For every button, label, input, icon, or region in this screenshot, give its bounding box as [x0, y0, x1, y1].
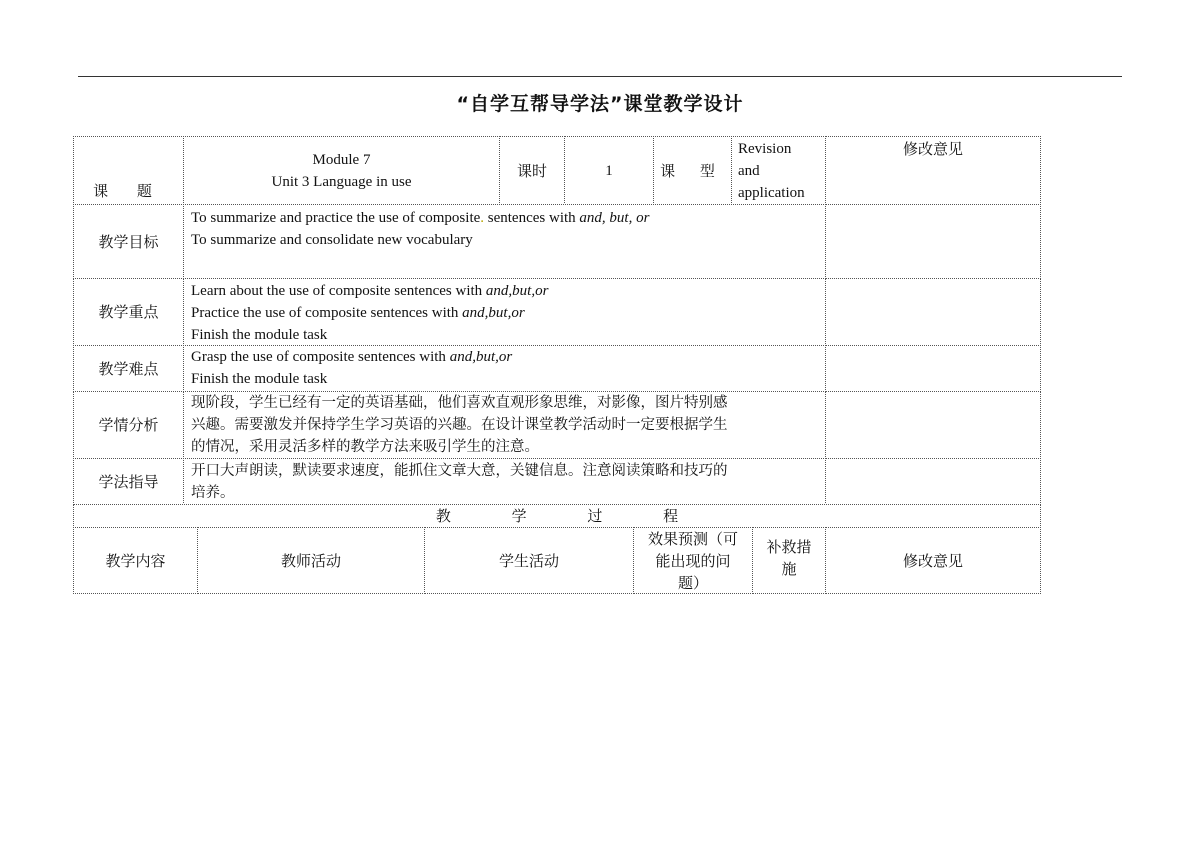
- method-line-1: 开口大声朗读，默读要求速度，能抓住文章大意，关键信息。注意阅读策略和技巧的: [191, 463, 728, 479]
- process-header: 教 学 过 程: [435, 507, 707, 525]
- period-value: 1: [605, 162, 613, 179]
- method-label-cell: [73, 458, 184, 505]
- col-revision: 修改意见: [902, 551, 963, 570]
- col-effect-line-2: 能出现的问: [655, 551, 731, 570]
- type-value-cell: [731, 136, 826, 205]
- col-remedy-line-2: 施: [781, 560, 797, 578]
- keypoint-1-italic: and,but,or: [485, 283, 549, 299]
- revision-header: 修改意见: [902, 140, 963, 158]
- process-header-cell: [73, 504, 1041, 528]
- difficulties-revision-cell: [825, 345, 1041, 392]
- topic-value-cell: [183, 136, 500, 205]
- difficulty-1-italic: and,but,or: [449, 349, 513, 365]
- document-title: “自学互帮导学法”课堂教学设计: [456, 93, 744, 115]
- objective-1-italic: and, but, or: [579, 210, 650, 226]
- top-rule: [78, 76, 1122, 77]
- keypoints-revision-cell: [825, 278, 1041, 346]
- analysis-content: [183, 391, 826, 459]
- period-label: 课时: [516, 161, 547, 180]
- difficulty-line-1: [191, 346, 818, 368]
- col-effect-line-1: 效果预测（可: [647, 529, 738, 548]
- analysis-label-cell: [73, 391, 184, 459]
- objective-1-middle: sentences with: [484, 210, 580, 226]
- period-label-cell: [499, 136, 565, 205]
- objectives-revision-cell: [825, 204, 1041, 279]
- type-value-line-1: Revision: [738, 141, 792, 157]
- col-remedy-cell: [752, 527, 826, 594]
- method-line-2: 培养。: [191, 485, 235, 501]
- method-label: 学法指导: [98, 472, 159, 491]
- unit-line: Unit 3 Language in use: [271, 173, 412, 190]
- analysis-line-2: 兴趣。需要激发并保持学生学习英语的兴趣。在设计课堂教学活动时一定要根据学生: [191, 417, 728, 433]
- type-value-line-3: application: [738, 185, 805, 201]
- difficulties-label: 教学难点: [98, 359, 159, 378]
- revision-header-cell: [825, 136, 1041, 205]
- analysis-line-1: 现阶段，学生已经有一定的英语基础，他们喜欢直观形象思维，对影像，图片特别感: [191, 395, 728, 411]
- col-remedy-line-1: 补救措: [766, 538, 812, 556]
- col-revision-cell: [825, 527, 1041, 594]
- method-content: [183, 458, 826, 505]
- keypoints-label: 教学重点: [98, 303, 159, 321]
- col-content: 教学内容: [105, 551, 166, 570]
- topic-label-cell: [73, 136, 184, 205]
- analysis-line-3: 的情况，采用灵活多样的教学方法来吸引学生的注意。: [191, 439, 539, 455]
- difficulty-line-2: Finish the module task: [191, 371, 328, 387]
- module-line: Module 7: [312, 151, 371, 168]
- objective-1-mark: .: [480, 210, 485, 226]
- keypoints-label-cell: [73, 278, 184, 346]
- type-value-line-2: and: [738, 163, 760, 179]
- type-label: 课 型: [660, 161, 725, 180]
- difficulties-content: [183, 345, 826, 392]
- objectives-content: [183, 204, 826, 279]
- keypoint-2-italic: and,but,or: [462, 305, 525, 321]
- difficulty-1-prefix: Grasp the use of composite sentences with: [191, 349, 450, 365]
- objectives-label: 教学目标: [98, 232, 159, 251]
- keypoint-line-2: [191, 302, 818, 324]
- keypoint-2-prefix: Practice the use of composite sentences with: [191, 305, 463, 321]
- col-teacher-cell: [197, 527, 425, 594]
- col-effect-cell: [633, 527, 753, 594]
- objective-line-2: To summarize and consolidate new vocabulary: [191, 232, 473, 248]
- method-revision-cell: [825, 458, 1041, 505]
- col-content-cell: [73, 527, 198, 594]
- col-student-cell: [424, 527, 634, 594]
- period-value-cell: [564, 136, 654, 205]
- objective-line-1: [191, 207, 818, 229]
- analysis-label: 学情分析: [98, 416, 159, 434]
- difficulties-label-cell: [73, 345, 184, 392]
- type-label-cell: [653, 136, 732, 205]
- analysis-revision-cell: [825, 391, 1041, 459]
- col-student: 学生活动: [498, 551, 559, 570]
- keypoint-line-1: [191, 280, 818, 302]
- objectives-label-cell: [73, 204, 184, 279]
- topic-label: 课 题: [93, 182, 164, 200]
- col-effect-line-3: 题）: [677, 573, 708, 592]
- objective-1-prefix: To summarize and practice the use of composite: [191, 210, 481, 226]
- keypoint-1-prefix: Learn about the use of composite sentences with: [191, 283, 486, 299]
- col-teacher: 教师活动: [280, 551, 341, 570]
- keypoint-line-3: Finish the module task: [191, 327, 328, 343]
- keypoints-content: [183, 278, 826, 346]
